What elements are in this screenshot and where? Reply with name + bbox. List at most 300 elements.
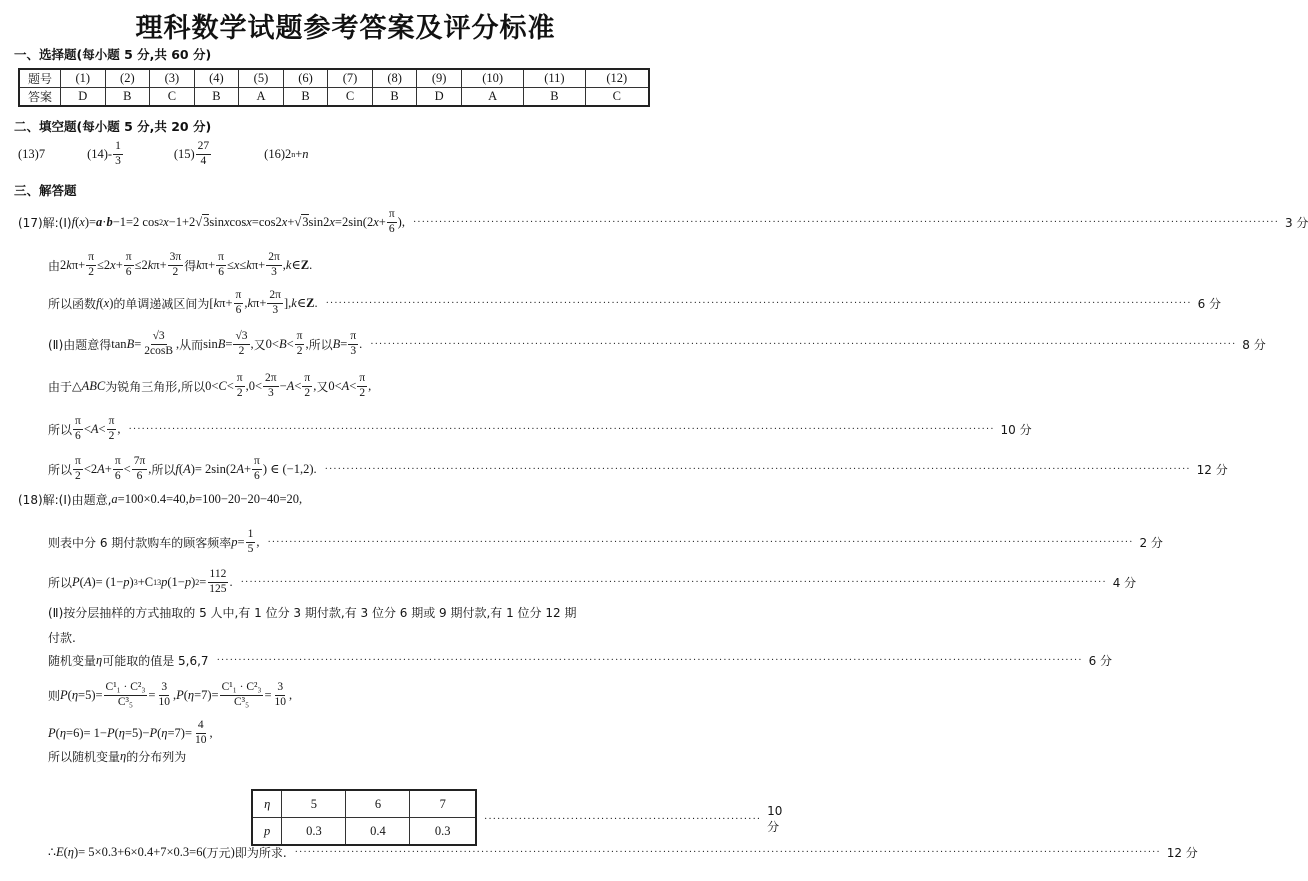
denominator: 6 — [218, 265, 224, 278]
math-text: = — [199, 574, 207, 589]
row-header-question: 题号 — [19, 69, 61, 88]
math-text: ∈ — [296, 296, 307, 310]
math-text: π+ — [153, 257, 167, 272]
math-text: ,0< — [245, 378, 263, 393]
leader-dots: ········································································································································································································ — [128, 423, 995, 435]
math-text: , — [209, 725, 213, 740]
denominator: 3 — [350, 344, 357, 357]
denominator: 6 — [136, 469, 143, 482]
math-text: ( — [114, 725, 119, 740]
math-text: −1+2 — [168, 214, 196, 229]
math-text: < — [98, 421, 106, 436]
math-text: , — [244, 295, 248, 310]
math-text: sin — [203, 336, 218, 351]
math-var: x — [373, 214, 379, 229]
fraction — [142, 330, 175, 357]
section-1-heading: 一、选择题(每小题 5 分,共 60 分) — [14, 47, 212, 62]
distribution-probability-row — [252, 818, 476, 846]
math-text: cos — [229, 214, 247, 229]
numerator: π — [86, 251, 96, 265]
math-text: ) — [129, 574, 134, 589]
document-title: 理科数学试题参考答案及评分标准 — [135, 13, 556, 44]
math-text: ( — [79, 574, 84, 589]
answer-choice: C — [585, 88, 649, 107]
leader-dots: ········································································································································································································ — [216, 654, 1083, 666]
fraction — [107, 415, 117, 442]
math-var: P — [149, 725, 158, 740]
text: 得 — [184, 258, 197, 273]
math-var: k — [213, 295, 220, 310]
math-text: ≤2 — [97, 257, 111, 272]
denominator: 6 — [254, 469, 260, 482]
math-var: k — [66, 257, 72, 272]
math-text: ( — [178, 461, 184, 476]
set-symbol: Z — [306, 295, 315, 310]
math-text: < — [294, 378, 302, 393]
math-var: B — [278, 336, 287, 351]
fraction — [220, 681, 264, 708]
math-text: < — [123, 461, 131, 476]
math-text: 0< — [265, 336, 279, 351]
solution-line — [48, 628, 653, 646]
item-number: (14) — [87, 146, 108, 161]
fraction — [266, 251, 282, 278]
superscript: n — [291, 149, 296, 159]
fraction — [207, 568, 228, 595]
text: (17)解:(Ⅰ) — [18, 215, 72, 230]
math-text: ) ∈ (−1,2). — [262, 462, 317, 476]
math-var: ABC — [81, 378, 106, 393]
answer-table — [18, 68, 650, 107]
leader-dots: ········································································································································································································ — [240, 576, 1107, 588]
answer-choice: D — [61, 88, 106, 107]
item-number: (13) — [18, 146, 39, 161]
math-text: < — [286, 336, 294, 351]
text: 的单调递减区间为 — [113, 296, 210, 311]
radical-sign: √ — [195, 214, 203, 229]
item-number: (16) — [264, 146, 285, 161]
denominator: 6 — [125, 265, 132, 278]
denominator: 2 — [236, 386, 243, 399]
vector-var: b — [106, 214, 113, 229]
line-content — [48, 251, 312, 278]
math-text: , — [313, 378, 317, 393]
fraction — [168, 251, 184, 278]
text: 由于 — [48, 379, 73, 394]
superscript: 1 — [153, 577, 158, 587]
subscript: 3 — [157, 577, 162, 587]
math-var: η — [161, 725, 168, 740]
math-text: )= 2sin(2 — [190, 461, 237, 476]
line-content — [48, 748, 186, 765]
solution-line — [48, 678, 653, 712]
numerator: π — [302, 372, 312, 386]
text: 付款. — [48, 630, 76, 645]
math-text: . — [359, 336, 363, 351]
math-var: η — [120, 748, 127, 763]
question-number: (10) — [461, 69, 523, 88]
math-text: ) — [191, 574, 196, 589]
math-var: A — [90, 421, 99, 436]
denominator: 2 — [304, 386, 311, 399]
line-content — [48, 719, 213, 746]
fraction — [233, 330, 249, 357]
math-var: P — [60, 687, 68, 702]
math-text: )= — [84, 214, 97, 229]
math-text: π+ — [201, 257, 216, 272]
fraction — [235, 372, 245, 399]
math-text: + — [295, 146, 303, 161]
solution-line — [48, 603, 653, 621]
numerator: 3 — [159, 681, 169, 695]
fraction — [104, 681, 148, 708]
numerator: π — [216, 251, 226, 265]
fraction — [124, 251, 134, 278]
math-var: B — [126, 336, 135, 351]
math-text: π+ — [71, 257, 86, 272]
denominator: 6 — [114, 469, 121, 482]
math-text: ( — [67, 687, 72, 702]
fill-blank-item — [264, 147, 308, 162]
math-text: =7)= — [194, 687, 219, 702]
math-var: k — [291, 295, 297, 310]
math-text: =cos2 — [251, 214, 282, 229]
fraction — [196, 140, 212, 167]
math-var: x — [233, 257, 240, 272]
text: 为锐角三角形,所以 — [105, 379, 206, 394]
text: (Ⅱ)由题意得 — [48, 337, 112, 352]
math-var: p — [161, 574, 168, 589]
numerator: 2π — [266, 251, 282, 265]
line-content — [48, 415, 121, 442]
math-text: ( — [99, 295, 104, 310]
math-var: k — [147, 257, 154, 272]
solution-line — [48, 327, 1266, 361]
math-text: - — [107, 146, 113, 161]
variable-value: 6 — [346, 790, 410, 818]
numerator: 2π — [263, 372, 279, 386]
text: 随机变量 — [48, 653, 97, 668]
math-text: 0< — [328, 378, 342, 393]
text: 所以随机变量 — [48, 749, 121, 764]
numerator: π — [73, 455, 83, 469]
math-var: η — [96, 652, 103, 667]
question-number: (12) — [585, 69, 649, 88]
math-text: sin — [209, 214, 224, 229]
math-var: η — [118, 725, 125, 740]
question-number: (3) — [150, 69, 195, 88]
math-text: )= (1− — [91, 574, 124, 589]
math-var: x — [79, 214, 85, 229]
fraction — [193, 719, 209, 746]
answer-choice: A — [239, 88, 284, 107]
variable-label: η — [252, 790, 282, 818]
denominator: 2 — [296, 344, 303, 357]
math-text: < — [226, 378, 234, 393]
answer-choice: B — [105, 88, 150, 107]
math-var: x — [163, 214, 169, 229]
math-text: <2 — [83, 461, 98, 476]
probability-value: 0.4 — [346, 818, 410, 846]
numerator: 2π — [267, 289, 283, 303]
math-var: A — [236, 461, 244, 476]
leader-dots: ································································ — [484, 814, 762, 825]
math-text: 0< — [205, 378, 219, 393]
math-text: =7)= — [167, 725, 193, 740]
denominator: 3 — [267, 386, 274, 399]
fraction — [234, 289, 244, 316]
math-text: < — [83, 421, 91, 436]
numerator: 7π — [132, 455, 148, 469]
fraction — [348, 330, 358, 357]
math-text: ( — [63, 844, 68, 859]
text: (18)解:(Ⅰ)由题意, — [18, 492, 112, 507]
score-mark: 10 分 — [1000, 422, 1032, 437]
math-text: ) — [230, 844, 235, 859]
answer-choice: B — [372, 88, 417, 107]
numerator: C¹₁ · C²₃ — [220, 681, 264, 695]
math-var: k — [247, 295, 254, 310]
fraction — [273, 681, 289, 708]
fraction — [216, 251, 226, 278]
math-text: = — [225, 336, 233, 351]
math-text: 2 — [60, 257, 67, 272]
leader-dots: ········································································································································································································ — [325, 297, 1192, 309]
solution-line — [48, 565, 1137, 599]
math-text: =2sin(2 — [334, 214, 374, 229]
math-text: , — [250, 336, 254, 351]
fraction — [295, 330, 305, 357]
solution-line — [48, 286, 1222, 320]
line-content — [48, 330, 362, 357]
math-text: = — [264, 687, 272, 702]
leader-dots: ········································································································································································································ — [412, 216, 1279, 228]
probability-value: 0.3 — [410, 818, 476, 846]
numerator: 1 — [246, 528, 256, 542]
superscript: 2 — [195, 577, 200, 587]
math-var: k — [285, 257, 292, 272]
section-3-heading: 三、解答题 — [14, 183, 77, 198]
fraction — [73, 415, 83, 442]
denominator: 3 — [271, 265, 277, 278]
math-text: , — [172, 687, 177, 702]
line-content — [48, 568, 233, 595]
denominator: 2 — [108, 429, 115, 442]
text: 从而 — [179, 337, 204, 352]
math-text: sin2 — [308, 214, 330, 229]
math-var: p — [123, 574, 130, 589]
math-text: , — [256, 534, 260, 549]
math-text: , — [176, 336, 180, 351]
fill-blank-item — [18, 147, 45, 162]
numerator: π — [295, 330, 305, 344]
leader-dots: ········································································································································································································ — [324, 463, 1191, 475]
numerator: √3 — [151, 330, 167, 344]
denominator: 2 — [88, 265, 94, 278]
text: 万元 — [206, 845, 231, 860]
denominator: 6 — [388, 222, 395, 235]
answer-row — [19, 88, 649, 107]
math-text: =5)= — [78, 687, 103, 702]
fraction — [267, 289, 283, 316]
score-mark: 12 分 — [1196, 462, 1228, 477]
question-number: (6) — [283, 69, 328, 88]
solution-line — [48, 747, 653, 765]
question-number: (11) — [524, 69, 585, 88]
math-text: π+ — [251, 257, 266, 272]
math-text: π+ — [219, 295, 233, 310]
sqrt — [294, 215, 308, 230]
fraction — [246, 528, 256, 555]
math-text: (1− — [167, 574, 185, 589]
answer-choice: C — [328, 88, 373, 107]
denominator: 2 — [359, 386, 366, 399]
solution-line — [48, 248, 653, 282]
denominator: 2 — [75, 469, 81, 482]
denominator: 5 — [247, 542, 254, 555]
math-text: ( — [157, 725, 162, 740]
math-var: f — [175, 461, 179, 476]
solution-line — [48, 525, 1163, 559]
section-2-heading: 二、填空题(每小题 5 分,共 20 分) — [14, 119, 212, 134]
math-text: tan — [111, 336, 127, 351]
math-var: a — [111, 491, 118, 506]
fraction — [302, 372, 312, 399]
math-var: x — [103, 295, 110, 310]
text: 的分布列为 — [126, 749, 187, 764]
superscript: 2 — [159, 217, 164, 227]
math-text: = — [134, 336, 142, 351]
numerator: 112 — [208, 568, 229, 582]
fraction — [73, 455, 83, 482]
numerator: C¹₁ · C²₃ — [104, 681, 148, 695]
math-text: , — [368, 378, 372, 393]
score-mark: 6 分 — [1197, 296, 1222, 311]
text: 可能取的值是 5,6,7 — [102, 653, 209, 668]
question-number: (2) — [105, 69, 150, 88]
answer-choice: A — [461, 88, 523, 107]
radicand: 3 — [203, 214, 210, 229]
math-var: k — [196, 257, 202, 272]
math-text: · — [102, 214, 107, 229]
variable-value: 5 — [282, 790, 346, 818]
radical-sign: √ — [294, 214, 302, 229]
radicand: 3 — [302, 214, 309, 229]
math-var: B — [332, 336, 341, 351]
text: 所以 — [308, 337, 333, 352]
line-content — [18, 208, 405, 235]
math-var: E — [55, 844, 64, 859]
math-text: , — [305, 336, 309, 351]
solution-line — [48, 651, 1113, 669]
fraction — [263, 372, 279, 399]
math-text: < — [349, 378, 357, 393]
math-var: x — [246, 214, 252, 229]
denominator: 10 — [195, 733, 207, 746]
text: 所以 — [48, 462, 73, 477]
superscript: 3 — [133, 577, 138, 587]
math-text: +C — [137, 574, 154, 589]
denominator: C³₅ — [117, 695, 134, 708]
math-text: △ — [72, 379, 82, 393]
math-text: ( — [75, 214, 80, 229]
math-var: A — [83, 574, 92, 589]
denominator: 4 — [200, 154, 207, 167]
numerator: 27 — [196, 140, 212, 154]
fraction — [387, 208, 397, 235]
math-text: ≤2 — [134, 257, 148, 272]
numerator: 3 — [275, 681, 285, 695]
question-number: (4) — [194, 69, 239, 88]
math-var: p — [184, 574, 192, 589]
score-mark: 10 分 — [767, 804, 783, 834]
math-text: = — [340, 336, 348, 351]
line-content — [48, 629, 76, 646]
text: 所以 — [48, 575, 73, 590]
set-symbol: Z — [300, 257, 310, 272]
math-text: + — [287, 214, 295, 229]
line-content — [48, 528, 259, 555]
math-text: = — [237, 534, 245, 549]
answer-choice: C — [150, 88, 195, 107]
fill-blank-item — [174, 140, 212, 167]
numerator: π — [357, 372, 367, 386]
math-var: A — [341, 378, 350, 393]
solution-line — [18, 205, 1308, 239]
math-text: + — [115, 257, 123, 272]
math-var: P — [176, 687, 184, 702]
math-text: ) — [109, 295, 114, 310]
math-var: P — [106, 725, 115, 740]
question-number-row — [19, 69, 649, 88]
answer-choice: B — [283, 88, 328, 107]
denominator: C³₅ — [233, 695, 250, 708]
math-var: A — [286, 378, 295, 393]
math-text: ( — [183, 687, 188, 702]
math-var: n — [302, 146, 309, 161]
math-var: x — [329, 214, 335, 229]
numerator: π — [235, 372, 245, 386]
numerator: π — [113, 455, 123, 469]
distribution-score-line — [484, 804, 783, 835]
math-text: . — [314, 295, 318, 310]
math-var: x — [281, 214, 288, 229]
math-text: ∴ — [48, 845, 56, 859]
numerator: 4 — [196, 719, 206, 733]
text: 即为所求. — [234, 845, 287, 860]
text: 所以函数 — [48, 296, 97, 311]
numerator: π — [387, 208, 397, 222]
numerator: √3 — [233, 330, 249, 344]
answer-choice: D — [417, 88, 462, 107]
answer-choice: B — [194, 88, 239, 107]
item-number: (15) — [173, 146, 195, 161]
denominator: 6 — [75, 429, 81, 442]
solution-line — [48, 716, 653, 750]
probability-value: 0.3 — [282, 818, 346, 846]
denominator: 125 — [209, 582, 227, 595]
numerator: π — [252, 455, 262, 469]
math-var: η — [71, 687, 79, 702]
math-text: ), — [397, 214, 405, 229]
fill-blank-item — [87, 140, 124, 167]
math-text: ∈ — [291, 258, 301, 272]
leader-dots: ········································································································································································································ — [267, 536, 1134, 548]
score-mark: 6 分 — [1088, 653, 1113, 668]
score-mark: 12 分 — [1166, 845, 1198, 860]
vector-var: a — [96, 214, 103, 229]
math-text: , — [117, 421, 121, 436]
